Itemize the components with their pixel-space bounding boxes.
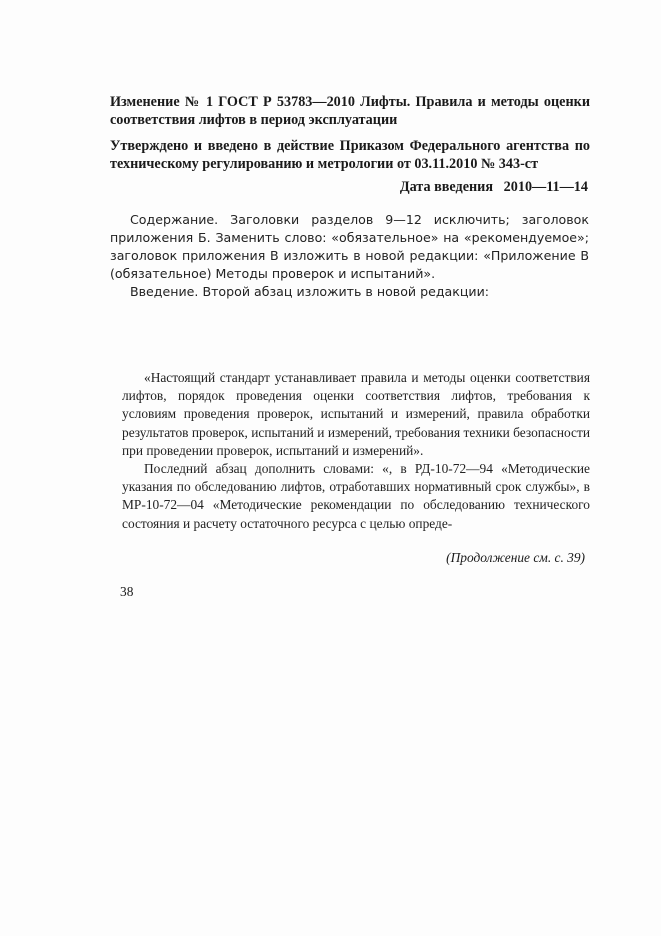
- last-paragraph-addition: Последний абзац дополнить словами: «, в РД-10-72—94 «Методические указания по обследованию лифтов, отработавших нормативный срок службы», в МР-10-72—04 «Методические рекомендации по обследованию технического состояния и расчету остаточного ресурса с целью опреде-: [122, 461, 590, 531]
- contents-paragraph: Содержание. Заголовки разделов 9—12 исключить; заголовок приложения Б. Заменить слово: «обязательное» на «рекомендуемое»; заголовок приложения В изложить в новой редакции: «Приложение В (обязательное) Методы проверок и испытаний».: [110, 212, 589, 281]
- amendment-title: Изменение № 1 ГОСТ Р 53783—2010 Лифты. Правила и методы оценки соответствия лифтов в период эксплуатации: [110, 94, 590, 128]
- effective-date-value: 2010—11—14: [503, 179, 588, 195]
- approval-statement: Утверждено и введено в действие Приказом Федерального агентства по техническому регулированию и метрологии от 03.11.2010 № 343-ст: [110, 138, 590, 172]
- page-number: 38: [120, 584, 134, 599]
- introduction-paragraph: Введение. Второй абзац изложить в новой редакции:: [130, 284, 490, 299]
- effective-date: [400, 178, 588, 196]
- quoted-text-block: [122, 369, 590, 533]
- amendment-body: [110, 211, 589, 301]
- effective-date-label: Дата введения: [399, 179, 494, 195]
- quoted-paragraph: «Настоящий стандарт устанавливает правила и методы оценки соответствия лифтов, порядок проведения оценки соответствия лифтов, требования к условиям проведения проверок, испытаний и измерений, правила обработки результатов проверок, испытаний и измерений, требования техники безопасности при проведении проверок, испытаний и измерений».: [122, 370, 590, 458]
- date-gap: [493, 179, 504, 195]
- continuation-note: (Продолжение см. с. 39): [446, 550, 585, 565]
